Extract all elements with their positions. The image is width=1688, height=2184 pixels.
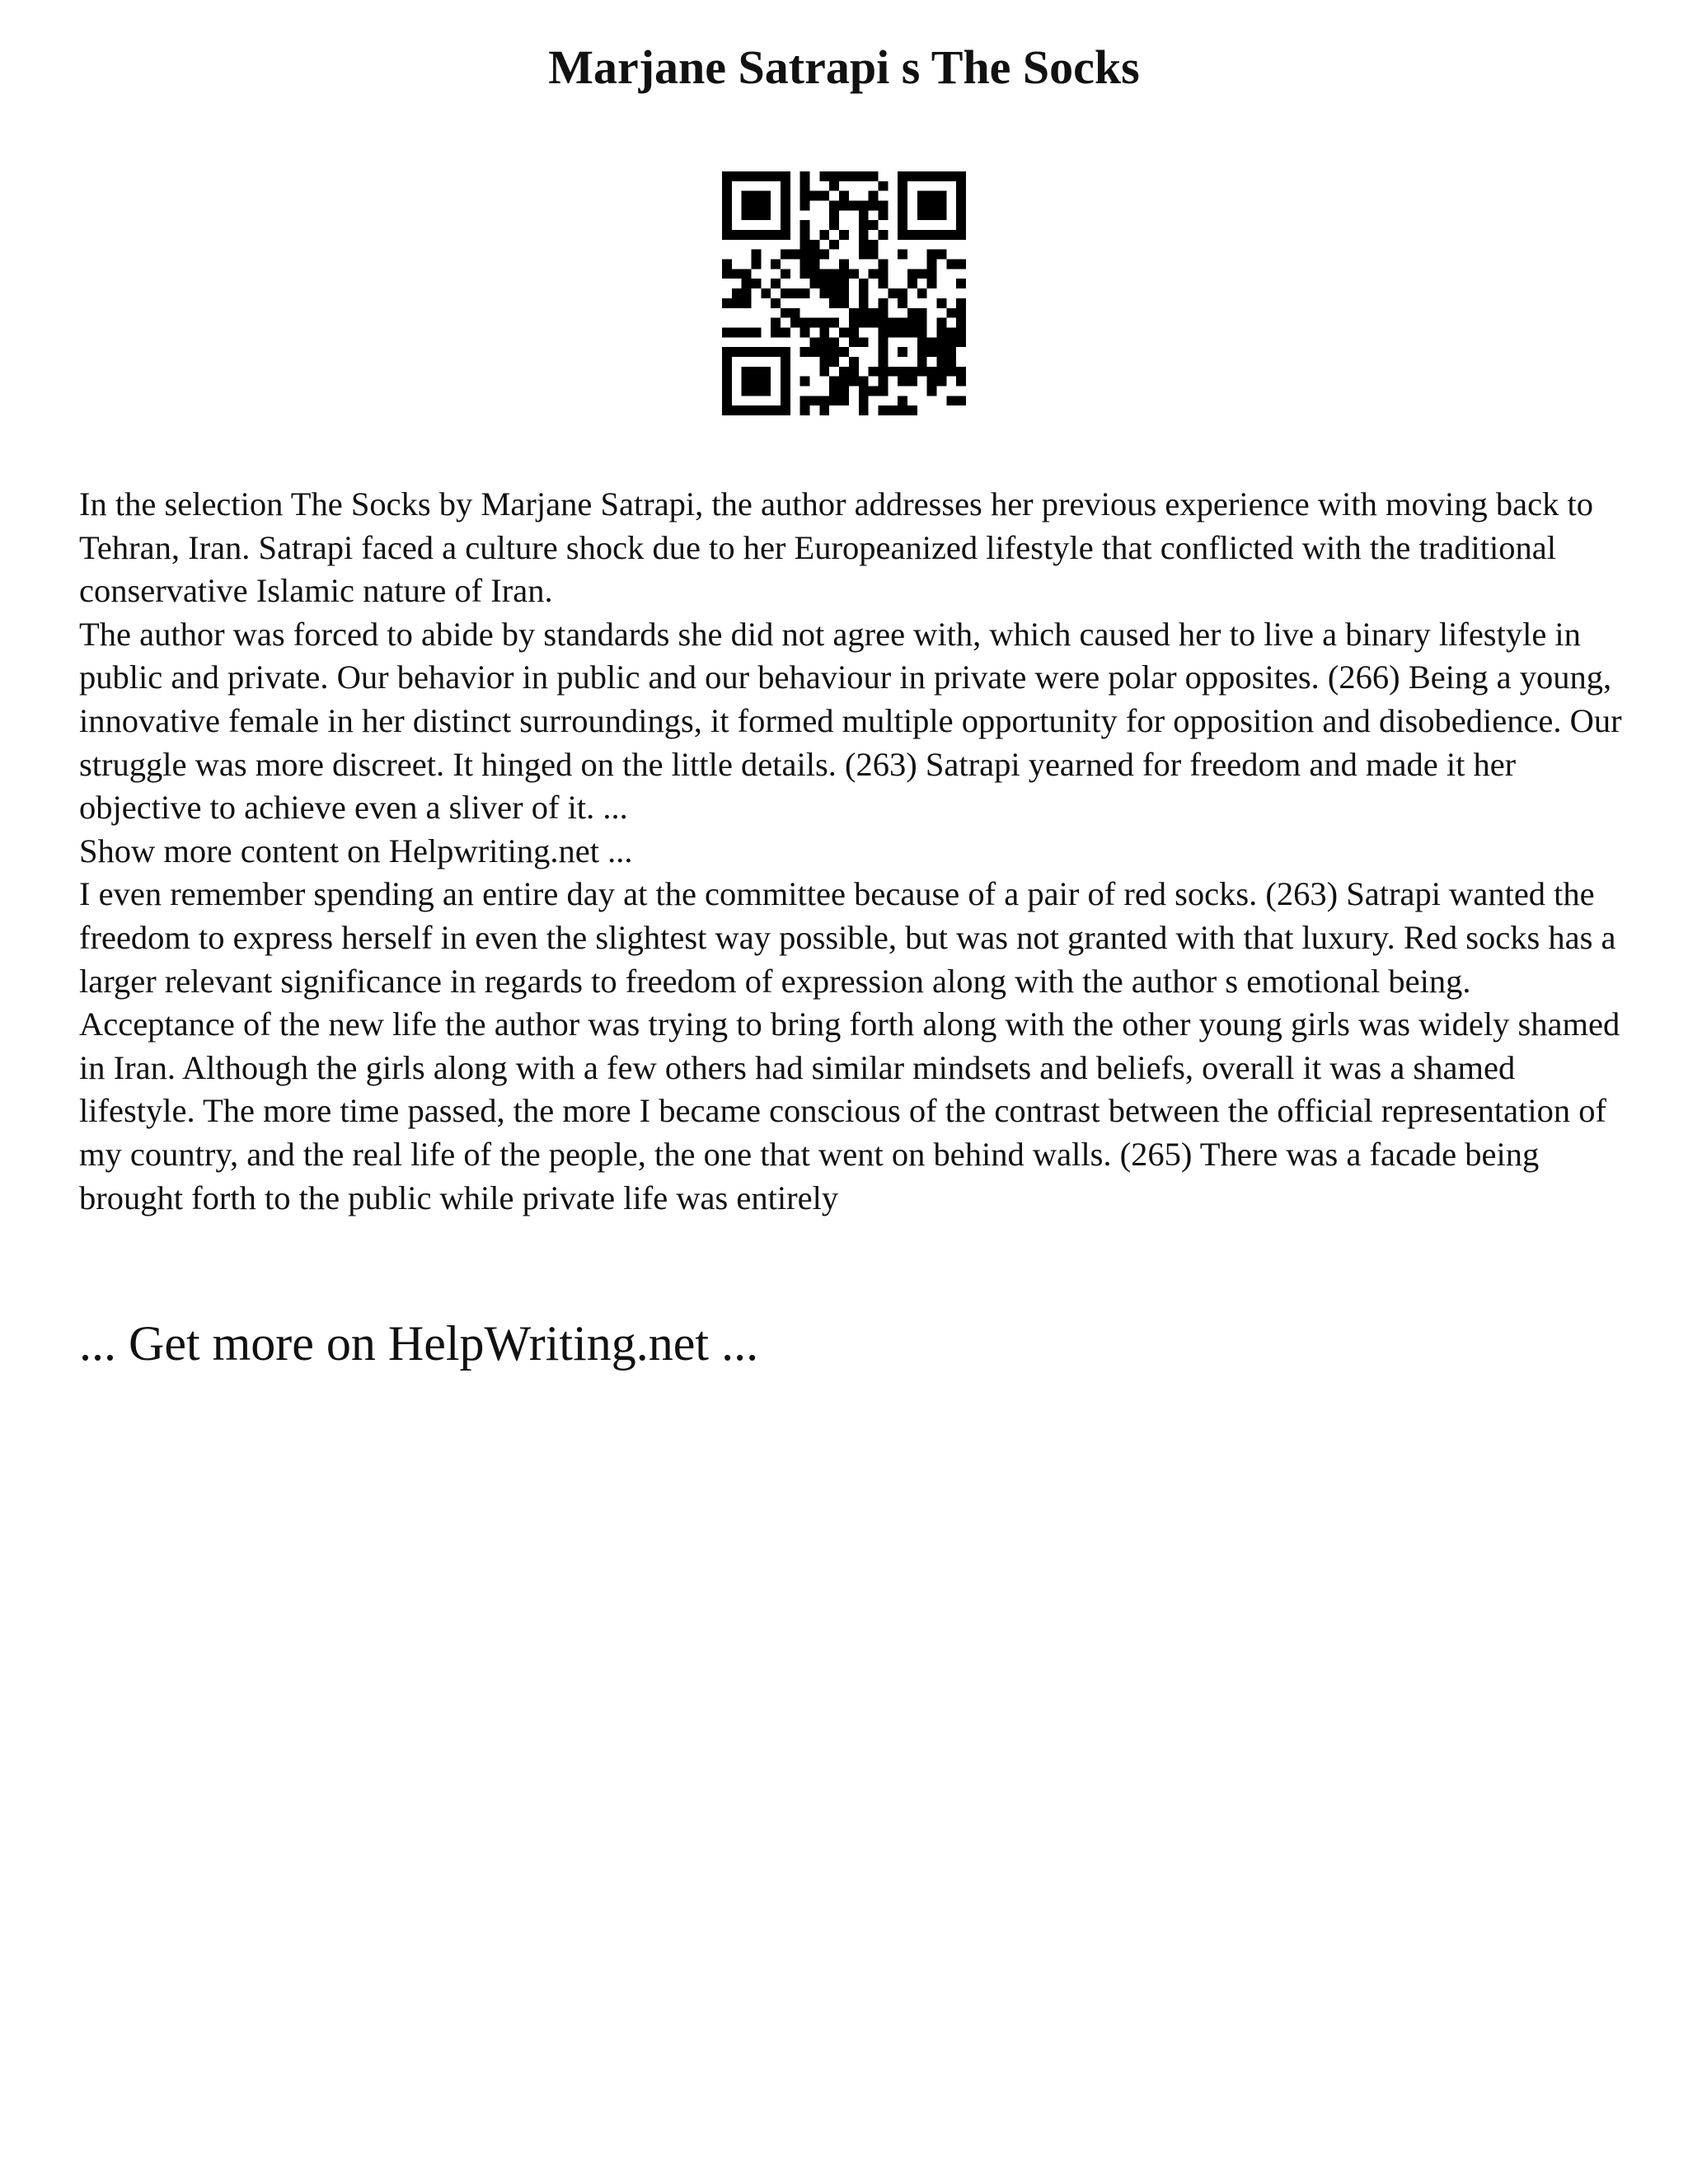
- qr-code-graphic: [722, 171, 966, 415]
- paragraph-binary-lifestyle: The author was forced to abide by standards she did not agree with, which caused her to live a binary lifestyle in public and private. Our behavior in public and our behaviour in private were polar opposites. (266) Being a young, innovative female in her distinct surroundings, it formed multiple opportunity for opposition and disobedience. Our struggle was more discreet. It hinged on the little details. (263) Satrapi yearned for freedom and made it her objective to achieve even a sliver of it. ...: [79, 615, 1622, 827]
- page-title: Marjane Satrapi s The Socks: [548, 40, 1140, 94]
- paragraph-red-socks: I even remember spending an entire day at the committee because of a pair of red socks. (263) Satrapi wanted the freedom to express herself in even the slightest way possible, but was not granted with that luxury. Red socks has a larger relevant significance in regards to freedom of expression along with the author s emotional being.: [79, 875, 1616, 1000]
- paragraph-acceptance: Acceptance of the new life the author was trying to bring forth along with the other young girls was widely shamed in Iran. Although the girls along with a few others had similar mindsets and beliefs, overall it was a shamed lifestyle. The more time passed, the more I became conscious of the contrast between the official representation of my country, and the real life of the people, the one that went on behind walls. (265) There was a facade being brought forth to the public while private life was entirely: [79, 1005, 1620, 1216]
- get-more-link[interactable]: ... Get more on HelpWriting.net ...: [79, 1316, 759, 1371]
- qr-code-icon: [722, 171, 966, 415]
- paragraph-intro: In the selection The Socks by Marjane Satrapi, the author addresses her previous experience with moving back to Tehran, Iran. Satrapi faced a culture shock due to her Europeanized lifestyle that conflicted with the traditional conservative Islamic nature of Iran.: [79, 485, 1593, 610]
- show-more-link[interactable]: Show more content on Helpwriting.net ...: [79, 832, 633, 869]
- essay-body: [79, 483, 1629, 1220]
